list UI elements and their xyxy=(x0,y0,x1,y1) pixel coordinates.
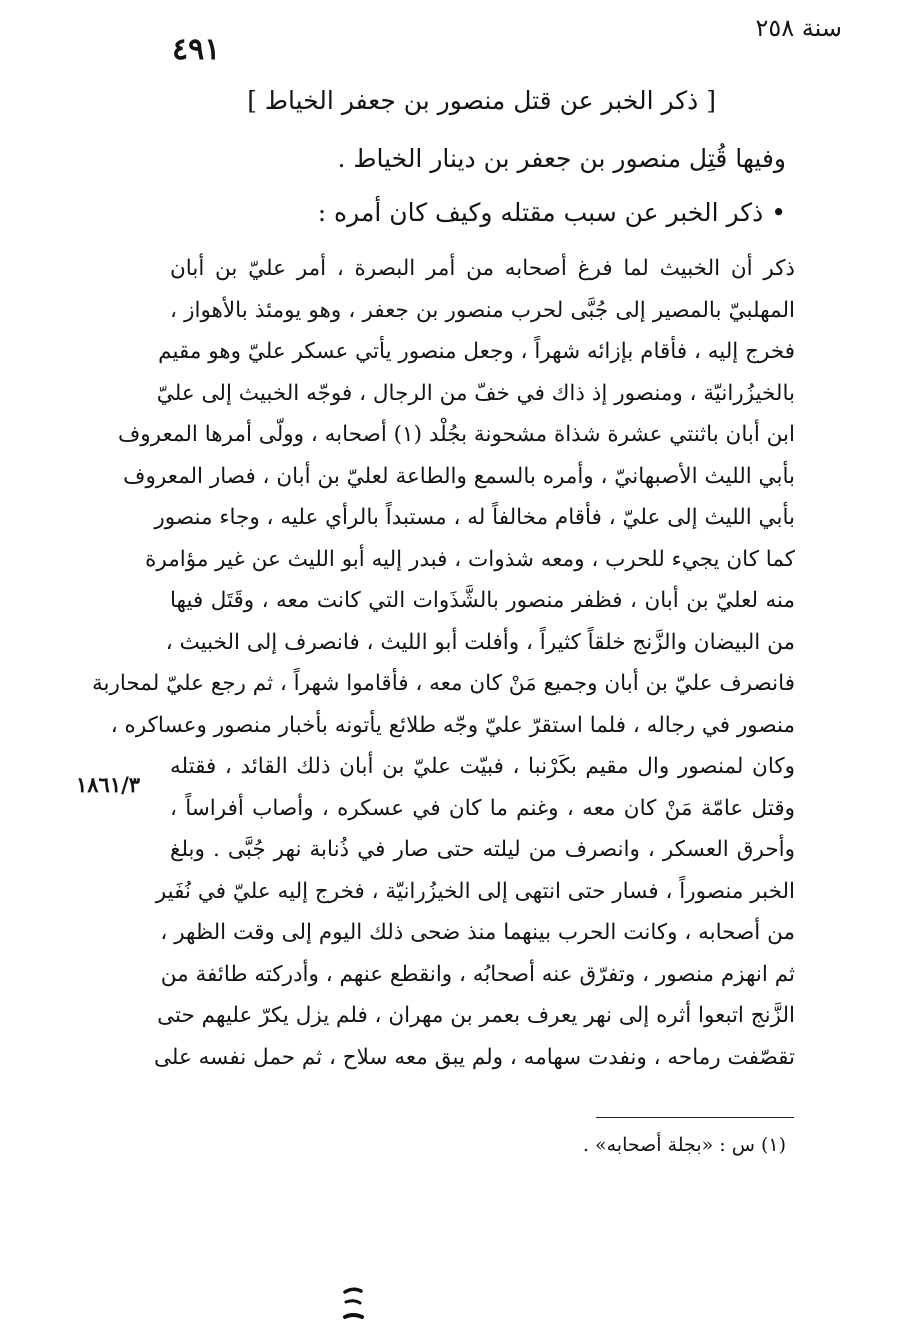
body-line: ثم انهزم منصور ، وتفرّق عنه أصحابُه ، وانقطع عنهم ، وأدركته طائفة من xyxy=(160,961,795,987)
body-line: بأبي الليث إلى عليّ ، فأقام مخالفاً له ، مستبداً بالرأي عليه ، وجاء منصور xyxy=(154,505,795,530)
body-line: وأحرق العسكر ، وانصرف من ليلته حتى صار في ذُنابة نهر جُبَّى . وبلغ xyxy=(170,837,795,862)
footnote-divider xyxy=(596,1117,794,1118)
body-line: ذكر أن الخبيث لما فرغ أصحابه من أمر البصرة ، أمر عليّ بن أبان xyxy=(170,256,795,281)
body-line: منصور في رجاله ، فلما استقرّ عليّ وجّه طلائع يأتونه بأخبار منصور وعساكره ، xyxy=(110,712,795,738)
body-line: تقصّفت رماحه ، ونفدت سهامه ، ولم يبق معه سلاح ، ثم حمل نفسه على xyxy=(153,1044,795,1070)
body-line: بأبي الليث الأصبهانيّ ، وأمره بالسمع والطاعة لعليّ بن أبان ، فصار المعروف xyxy=(123,463,795,489)
body-line: ابن أبان باثنتي عشرة شذاة مشحونة بجُلْد (١) أصحابه ، وولّى أمرها المعروف xyxy=(118,422,795,447)
body-line: بالخيزُرانيّة ، ومنصور إذ ذاك في خفّ من الرجال ، فوجّه الخبيث إلى عليّ xyxy=(156,380,795,406)
body-line: فخرج إليه ، فأقام بإزائه شهراً ، وجعل منصور يأتي عسكر عليّ وهو مقيم xyxy=(158,339,795,364)
header-year: سنة ٢٥٨ xyxy=(755,14,842,42)
body-line: وكان لمنصور وال مقيم بكَرْنبا ، فبيّت عليّ بن أبان ذلك القائد ، فقتله xyxy=(170,754,795,779)
section-heading: [ ذكر الخبر عن قتل منصور بن جعفر الخياط ] xyxy=(247,86,716,115)
body-line: كما كان يجيء للحرب ، ومعه شذوات ، فبدر إليه أبو الليث عن غير مؤامرة xyxy=(145,546,795,572)
scan-mark-icon xyxy=(342,1284,364,1324)
body-line: من أصحابه ، وكانت الحرب بينهما منذ ضحى ذلك اليوم إلى وقت الظهر ، xyxy=(160,920,795,945)
body-line: فانصرف عليّ بن أبان وجميع مَنْ كان معه ، فأقاموا شهراً ، ثم رجع عليّ لمحاربة xyxy=(91,671,795,696)
intro-line: وفيها قُتِل منصور بن جعفر بن دينار الخياط . xyxy=(337,144,786,173)
body-line: منه لعليّ بن أبان ، فظفر منصور بالشَّذَوات التي كانت معه ، وقَتَل فيها xyxy=(170,588,795,613)
margin-note: ١٨٦١/٣ xyxy=(76,772,141,797)
page-number: ٤٩١ xyxy=(172,32,221,67)
subheading: • ذكر الخبر عن سبب مقتله وكيف كان أمره : xyxy=(317,198,786,227)
body-line: وقتل عامّة مَنْ كان معه ، وغنم ما كان في عسكره ، وأصاب أفراساً ، xyxy=(170,795,795,821)
body-line: الخبر منصوراً ، فسار حتى انتهى إلى الخيزُرانيّة ، فخرج إليه عليّ في نُفَير xyxy=(155,878,795,904)
body-line: الزَّنج اتبعوا أثره إلى نهر يعرف بعمر بن مهران ، فلم يزل يكرّ عليهم حتى xyxy=(157,1003,795,1028)
body-line: من البيضان والزَّنج خلقاً كثيراً ، وأفلت أبو الليث ، فانصرف إلى الخبيث ، xyxy=(165,629,795,655)
footnote: (١) س : «بجلة أصحابه» . xyxy=(582,1134,786,1156)
body-line: المهلبيّ بالمصير إلى جُبَّى لحرب منصور بن جعفر ، وهو يومئذ بالأهواز ، xyxy=(170,297,795,323)
